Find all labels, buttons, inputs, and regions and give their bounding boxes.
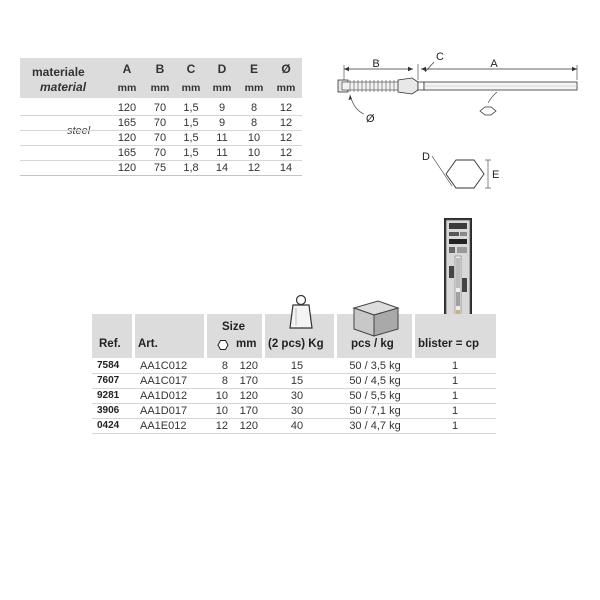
specs-header: [20, 58, 302, 98]
arrow-b-right: [408, 67, 413, 71]
col-header-size: Size: [222, 321, 246, 333]
specs-cell: 1,5: [183, 132, 199, 144]
dimension-diagram: [320, 40, 590, 200]
cell-hex: 8: [221, 375, 228, 387]
specs-cell: 8: [250, 117, 258, 129]
label-a: A: [490, 58, 498, 70]
material-label-it: materiale: [32, 65, 85, 79]
header-separator: [132, 314, 135, 358]
specs-cell: 12: [279, 132, 293, 144]
col-header-c: C: [186, 62, 196, 76]
specs-rows: [20, 101, 302, 176]
col-unit-c: mm: [181, 82, 201, 94]
col-header-size-mm: mm: [236, 338, 257, 350]
cell-mm: 170: [239, 375, 258, 387]
specs-cell: 165: [117, 147, 137, 159]
cell-pcs: 50 / 7,1 kg: [349, 405, 401, 417]
cell-hex: 10: [215, 390, 228, 402]
specs-cell: 120: [117, 132, 137, 144]
cell-blister: 1: [451, 375, 459, 387]
cell-art: AA1C012: [140, 360, 188, 372]
col-header-art: Art.: [138, 338, 158, 350]
cell-pcs: 50 / 3,5 kg: [349, 360, 401, 372]
cell-art: AA1C017: [140, 375, 188, 387]
hex-end-icon: [480, 107, 496, 115]
specs-cell: 9: [218, 102, 226, 114]
material-value: steel: [67, 125, 91, 137]
specs-cell: 12: [279, 102, 293, 114]
table-row: [92, 404, 496, 419]
specs-cell: 70: [153, 132, 167, 144]
header-separator: [204, 314, 207, 358]
col-header-b: B: [155, 62, 165, 76]
cell-mm: 120: [239, 390, 258, 402]
specs-cell: 10: [247, 132, 261, 144]
cell-blister: 1: [451, 360, 459, 372]
specs-cell: 14: [279, 162, 293, 174]
specs-row: [20, 116, 302, 131]
specs-row: [20, 161, 302, 176]
anchor-bolt-drawing: [338, 78, 577, 94]
specs-cell: 12: [247, 162, 261, 174]
specs-row: [20, 101, 302, 116]
cell-blister: 1: [451, 390, 459, 402]
cell-pcs: 30 / 4,7 kg: [349, 420, 401, 432]
header-separator: [412, 314, 415, 358]
cell-kg: 30: [290, 390, 304, 402]
cell-ref: 9281: [97, 390, 120, 401]
specs-cell: 11: [216, 147, 228, 159]
col-header-weight: (2 pcs) Kg: [268, 338, 324, 350]
specs-cell: 120: [117, 162, 137, 174]
table-row: [92, 389, 496, 404]
specs-cell: 9: [218, 117, 226, 129]
header-separator: [334, 314, 337, 358]
cell-kg: 15: [290, 360, 304, 372]
table-row: [92, 419, 496, 434]
specs-cell: 12: [279, 117, 293, 129]
cell-kg: 15: [290, 375, 304, 387]
specs-cell: 8: [250, 102, 258, 114]
cell-art: AA1D017: [140, 405, 188, 417]
specs-cell: 12: [279, 147, 293, 159]
cell-blister: 1: [451, 420, 459, 432]
col-header-a: A: [122, 62, 132, 76]
specs-cell: 11: [216, 132, 228, 144]
label-c: C: [436, 51, 444, 63]
specs-cell: 1,5: [183, 102, 199, 114]
col-unit-e: mm: [244, 82, 264, 94]
cell-kg: 40: [290, 420, 304, 432]
col-header-e: E: [249, 62, 258, 76]
cell-mm: 120: [239, 360, 258, 372]
cell-hex: 10: [215, 405, 228, 417]
arrow-b-left: [344, 67, 349, 71]
box-icon: [348, 298, 402, 338]
table-row: [92, 359, 496, 374]
cell-ref: 7607: [97, 375, 120, 386]
table-row: [92, 374, 496, 389]
orders-rows: [92, 359, 496, 434]
leader-diameter: [350, 95, 364, 114]
specs-cell: 1,8: [183, 162, 199, 174]
specs-cell: 70: [153, 117, 167, 129]
specs-row: [20, 131, 302, 146]
col-header-d: D: [217, 62, 227, 76]
cell-hex: 8: [221, 360, 228, 372]
cell-ref: 0424: [97, 420, 120, 431]
specs-cell: 165: [117, 117, 137, 129]
specs-cell: 14: [215, 162, 229, 174]
header-separator: [262, 314, 265, 358]
label-e: E: [492, 169, 500, 181]
col-unit-d: mm: [212, 82, 232, 94]
specs-cell: 120: [117, 102, 137, 114]
specs-table: [20, 58, 302, 174]
cell-hex: 12: [215, 420, 228, 432]
weight-icon: [288, 294, 314, 330]
col-unit-b: mm: [150, 82, 170, 94]
arrow-a-left: [421, 67, 426, 71]
specs-cell: 10: [247, 147, 261, 159]
hex-icon: [217, 339, 229, 351]
col-header-pcs: pcs / kg: [351, 338, 394, 350]
col-unit-a: mm: [117, 82, 137, 94]
specs-cell: 1,5: [183, 117, 199, 129]
specs-cell: 75: [153, 162, 167, 174]
col-unit-diameter: mm: [276, 82, 296, 94]
leader-hex: [488, 92, 497, 103]
specs-cell: 70: [153, 102, 167, 114]
specs-row: [20, 146, 302, 161]
label-d: D: [422, 151, 430, 163]
cell-pcs: 50 / 4,5 kg: [349, 375, 401, 387]
col-header-blister: blister = cp: [418, 338, 480, 350]
material-label-en: material: [40, 80, 87, 94]
specs-cell: 70: [153, 147, 167, 159]
cell-art: AA1E012: [140, 420, 187, 432]
cell-ref: 7584: [97, 360, 120, 371]
leader-c: [425, 62, 434, 72]
cell-ref: 3906: [97, 405, 120, 416]
label-diameter: Ø: [366, 113, 375, 125]
cell-mm: 170: [239, 405, 258, 417]
cell-art: AA1D012: [140, 390, 188, 402]
col-header-ref: Ref.: [99, 338, 121, 350]
cell-pcs: 50 / 5,5 kg: [349, 390, 401, 402]
col-header-diameter: Ø: [281, 62, 291, 76]
arrow-a-right: [572, 67, 577, 71]
specs-cell: 1,5: [183, 147, 199, 159]
hex-section-icon: [446, 160, 484, 188]
label-b: B: [372, 58, 380, 70]
cell-mm: 120: [239, 420, 258, 432]
cell-kg: 30: [290, 405, 304, 417]
cell-blister: 1: [451, 405, 459, 417]
